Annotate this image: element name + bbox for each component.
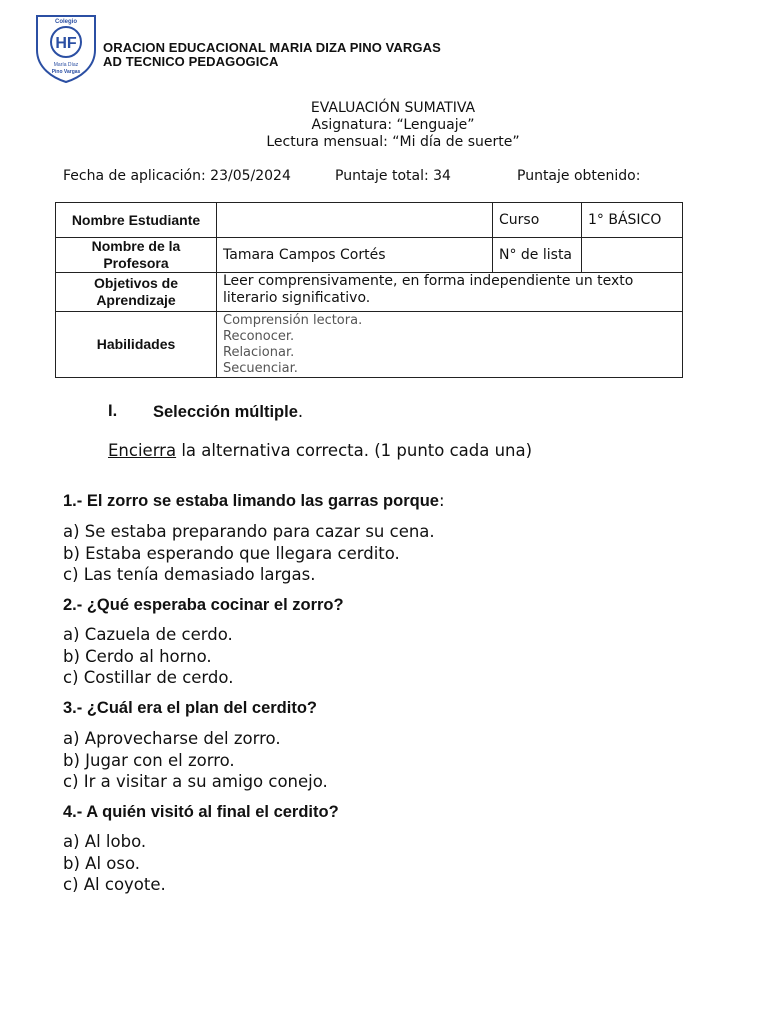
answer-option[interactable]: a) Aprovecharse del zorro. (63, 729, 281, 748)
course-value: 1° BÁSICO (582, 203, 683, 238)
student-name-label: Nombre Estudiante (56, 203, 217, 238)
objectives-label-line-2: Aprendizaje (96, 292, 176, 308)
logo-text-bottom-2: Pino Vargas (51, 69, 81, 75)
question-1 (63, 491, 445, 511)
objectives-label-line-1: Objetivos de (93, 275, 179, 291)
teacher-label-line-2: Profesora (103, 255, 169, 271)
instruction-rest: la alternativa correcta. (1 punto cada una) (176, 441, 533, 460)
answer-option[interactable]: c) Costillar de cerdo. (63, 668, 234, 687)
answer-option[interactable]: b) Jugar con el zorro. (63, 750, 235, 770)
question-3 (63, 698, 317, 718)
question-text: 4.- A quién visitó al final el cerdito? (63, 803, 339, 821)
doc-title: EVALUACIÓN SUMATIVA (310, 100, 476, 116)
section-title-text: Selección múltiple (153, 403, 298, 421)
answer-option[interactable]: a) Se estaba preparando para cazar su cena. (63, 522, 435, 541)
list-number-field[interactable] (582, 238, 683, 273)
logo-text-bottom-1: María Díaz (53, 62, 79, 68)
question-text: 3.- ¿Cuál era el plan del cerdito? (63, 699, 317, 717)
answer-option[interactable]: a) Cazuela de cerdo. (63, 625, 233, 644)
skill-item: Relacionar. (223, 345, 295, 360)
list-number-label: N° de lista (493, 238, 582, 273)
section-title (153, 402, 303, 422)
objectives-value (217, 273, 683, 312)
answer-option[interactable]: c) Las tenía demasiado largas. (63, 565, 316, 584)
skill-item: Comprensión lectora. (223, 313, 363, 328)
total-score: Puntaje total: 34 (335, 168, 451, 184)
instruction-underlined: Encierra (108, 441, 177, 460)
question-text: 1.- El zorro se estaba limando las garras porque (63, 492, 439, 510)
header-line-2: AD TECNICO PEDAGOGICA (103, 54, 279, 69)
answer-option[interactable]: b) Cerdo al horno. (63, 646, 212, 666)
options-2 (63, 624, 233, 689)
header-line-1: ORACION EDUCACIONAL MARIA DIZA PINO VARGAS (103, 40, 441, 55)
obtained-score: Puntaje obtenido: (517, 168, 641, 184)
school-logo (33, 12, 99, 84)
skills-list (217, 312, 683, 378)
info-table (55, 202, 683, 378)
section-title-period: . (297, 402, 304, 421)
objectives-label (56, 273, 217, 312)
options-1 (63, 521, 435, 586)
logo-text-top: Colegio (55, 19, 77, 25)
skill-item: Reconocer. (223, 329, 295, 344)
options-3 (63, 728, 328, 793)
question-4 (63, 802, 339, 822)
doc-reading: Lectura mensual: “Mi día de suerte” (266, 134, 520, 150)
options-4 (63, 831, 166, 896)
course-label: Curso (493, 203, 582, 238)
question-text: 2.- ¿Qué esperaba cocinar el zorro? (63, 596, 344, 614)
objectives-value-line-2: literario significativo. (223, 290, 371, 306)
section-numeral: I. (108, 402, 118, 420)
skills-label: Habilidades (56, 312, 217, 378)
answer-option[interactable]: a) Al lobo. (63, 832, 147, 851)
skill-item: Secuenciar. (223, 361, 298, 376)
answer-option[interactable]: c) Ir a visitar a su amigo conejo. (63, 772, 328, 791)
student-name-field[interactable] (217, 203, 493, 238)
teacher-label-line-1: Nombre de la (91, 238, 181, 254)
instruction (108, 441, 532, 460)
teacher-value: Tamara Campos Cortés (217, 238, 493, 273)
answer-option[interactable]: b) Estaba esperando que llegara cerdito. (63, 543, 400, 563)
question-2 (63, 595, 344, 615)
application-date: Fecha de aplicación: 23/05/2024 (63, 168, 291, 184)
objectives-value-line-1: Leer comprensivamente, en forma independiente un texto (223, 273, 634, 289)
shield-icon (33, 12, 99, 84)
teacher-label (56, 238, 217, 273)
doc-subject: Asignatura: “Lenguaje” (311, 117, 475, 133)
answer-option[interactable]: b) Al oso. (63, 853, 141, 873)
answer-option[interactable]: c) Al coyote. (63, 875, 166, 894)
logo-letters: HF (55, 35, 77, 52)
question-suffix: : (438, 491, 445, 510)
